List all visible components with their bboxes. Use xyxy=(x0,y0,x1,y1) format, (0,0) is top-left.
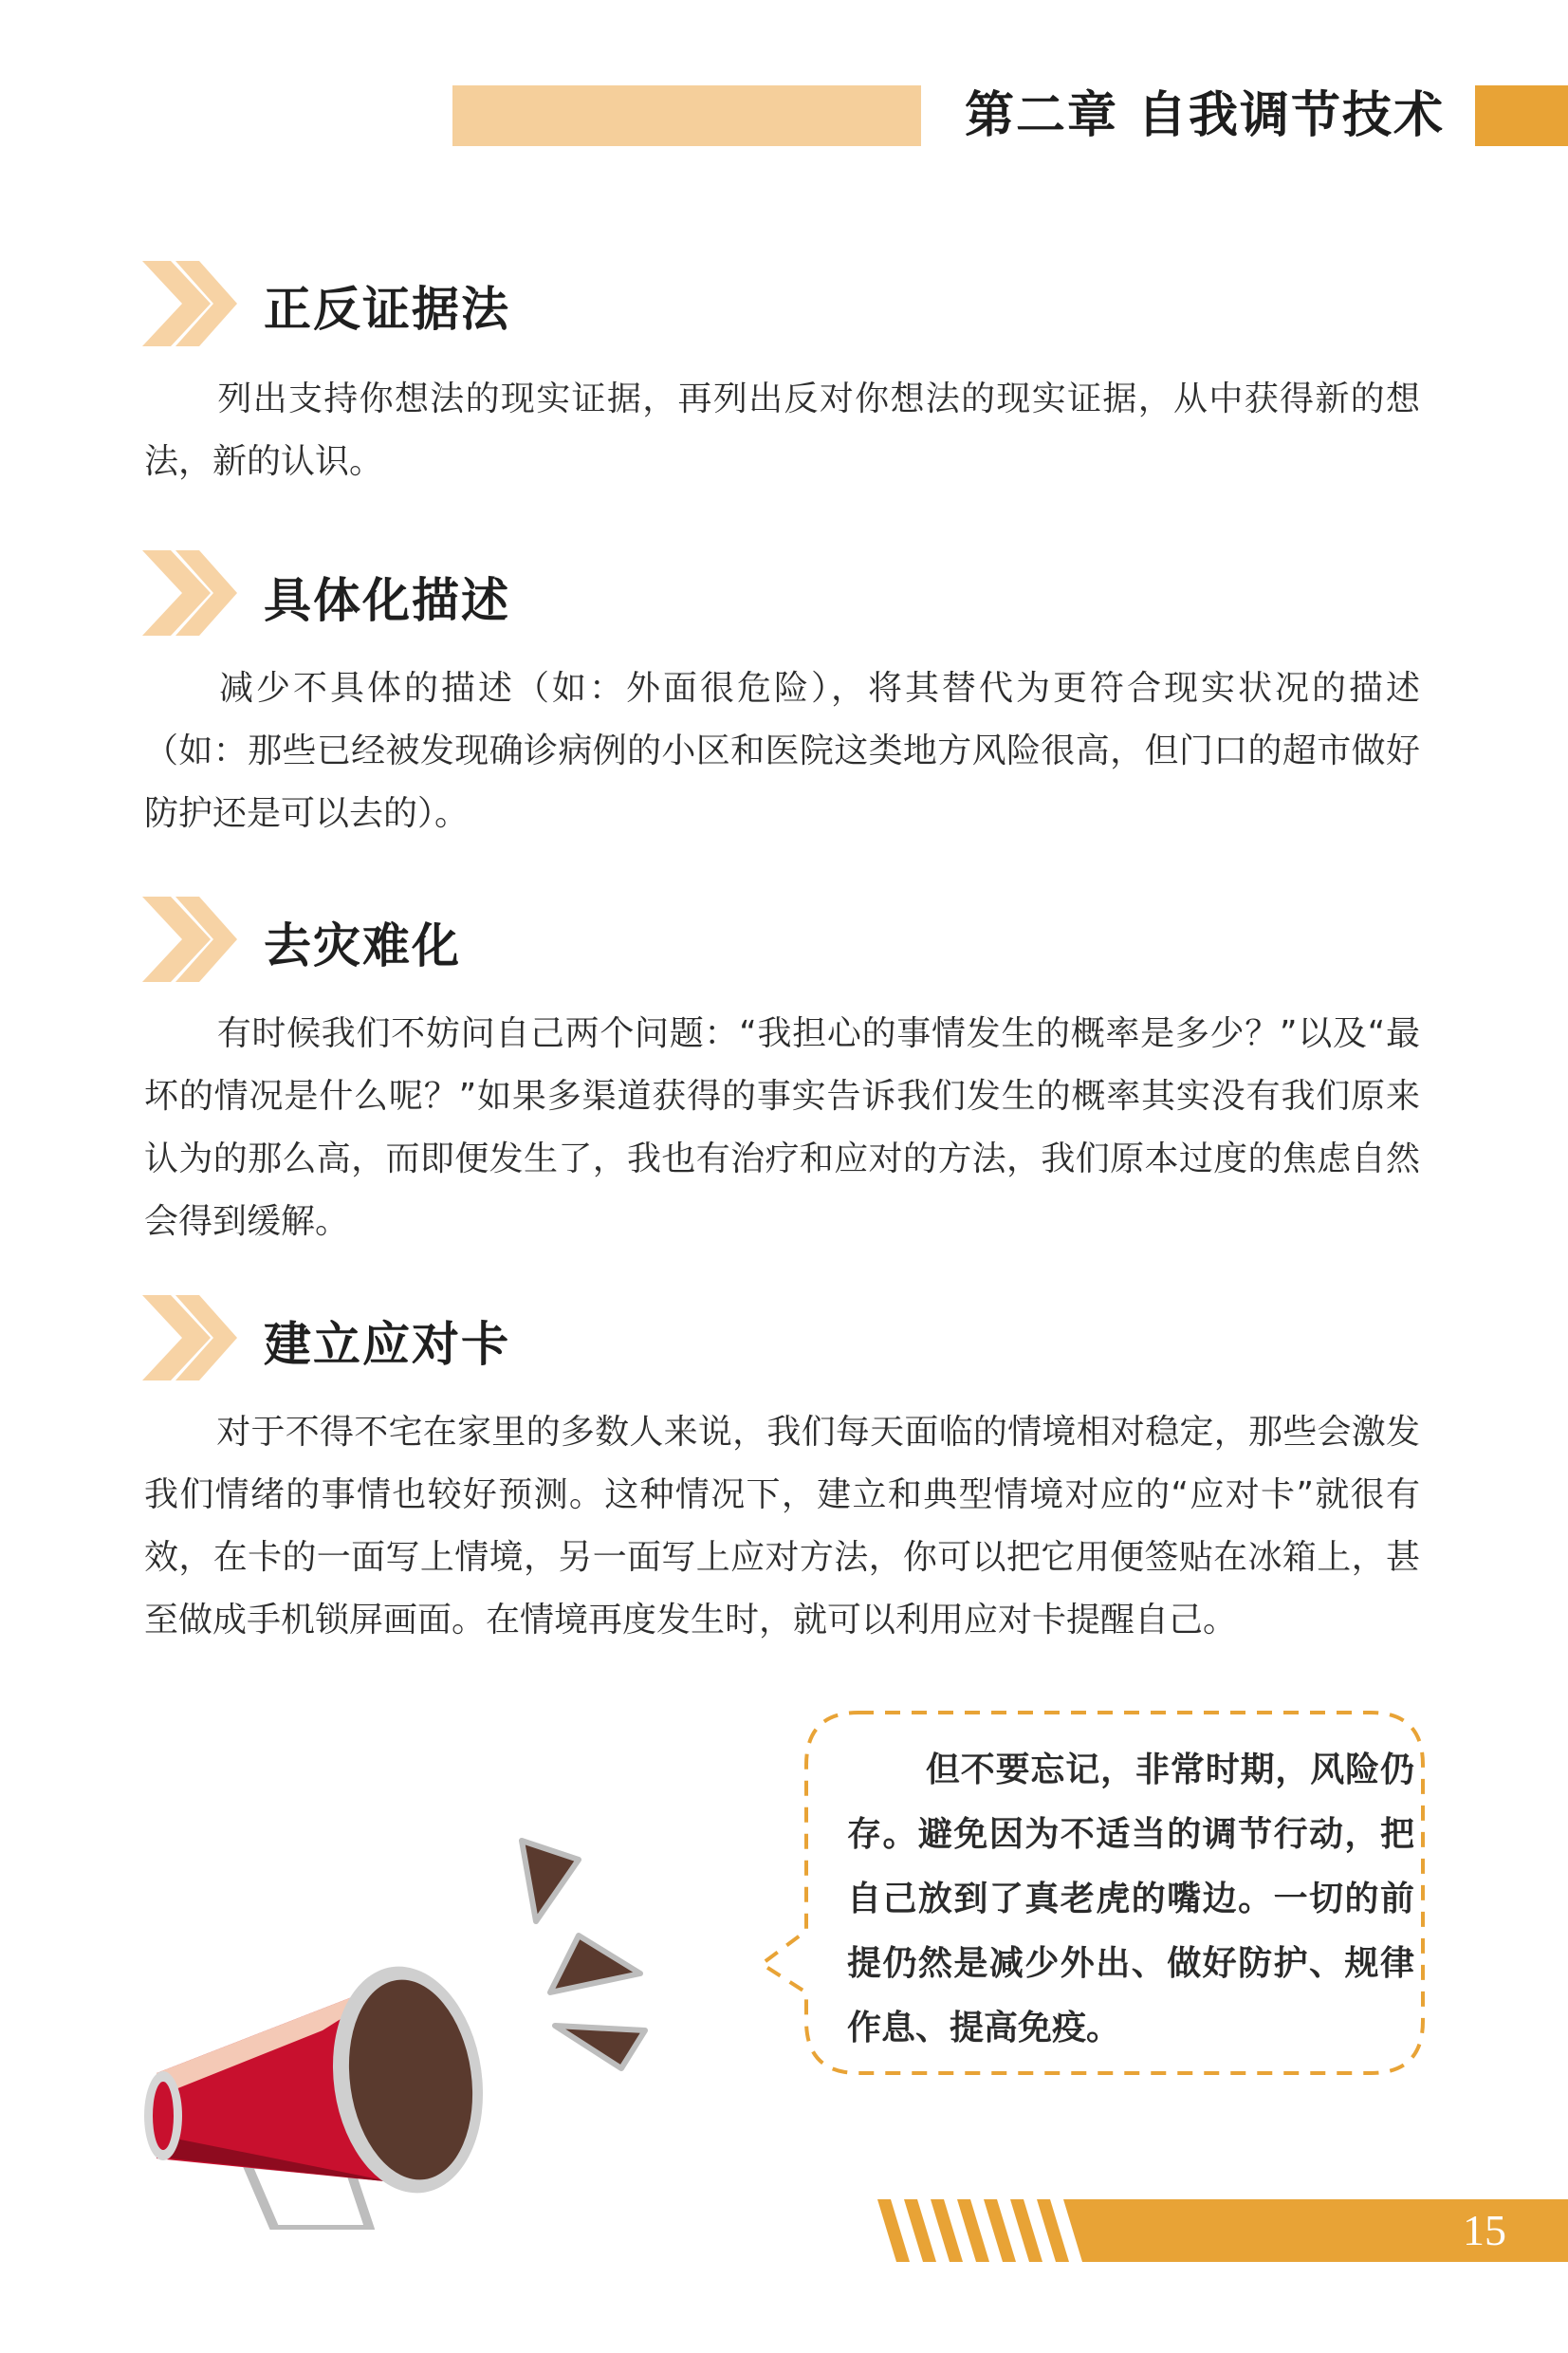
section-title: 具体化描述 xyxy=(264,573,510,628)
header-accent-bar-left xyxy=(452,85,921,146)
chapter-title: 第二章 自我调节技术 xyxy=(964,87,1446,144)
chevron-icon xyxy=(142,897,237,982)
page-number: 15 xyxy=(1463,2206,1506,2254)
chevron-icon xyxy=(142,261,237,346)
header-accent-bar-right xyxy=(1475,85,1568,146)
chevron-icon xyxy=(142,1295,237,1380)
callout-text: 但不要忘记，非常时期，风险仍存。避免因为不适当的调节行动，把自己放到了真老虎的嘴边。一切的前提仍然是减少外出、做好防护、规律作息、提高免疫。 xyxy=(847,1751,1414,2047)
section-paragraph: 列出支持你想法的现实证据，再列出反对你想法的现实证据，从中获得新的想法，新的认识。 xyxy=(144,380,1420,481)
section-paragraph: 对于不得不宅在家里的多数人来说，我们每天面临的情境相对稳定，那些会激发我们情绪的事情也较好预测。这种情况下，建立和典型情境对应的“应对卡”就很有效，在卡的一面写上情境，另一面写上应对方法，你可以把它用便签贴在冰箱上，甚至做成手机锁屏画面。在情境再度发生时，就可以利用应对卡提醒自己。 xyxy=(144,1413,1420,1640)
section-paragraph: 有时候我们不妨问自己两个问题：“我担心的事情发生的概率是多少？”以及“最坏的情况是什么呢？”如果多渠道获得的事实告诉我们发生的概率其实没有我们原来认为的那么高，而即便发生了，我也有治疗和应对的方法，我们原本过度的焦虑自然会得到缓解。 xyxy=(144,1014,1420,1241)
megaphone-icon xyxy=(133,1831,664,2230)
footer-stripes xyxy=(877,2199,1096,2262)
section-title: 建立应对卡 xyxy=(264,1317,510,1372)
section-title: 去灾难化 xyxy=(264,918,461,973)
section-title: 正反证据法 xyxy=(264,282,510,337)
section-paragraph: 减少不具体的描述（如：外面很危险），将其替代为更符合现实状况的描述（如：那些已经被发现确诊病例的小区和医院这类地方风险很高，但门口的超市做好防护还是可以去的）。 xyxy=(144,669,1420,833)
chevron-icon xyxy=(142,550,237,636)
